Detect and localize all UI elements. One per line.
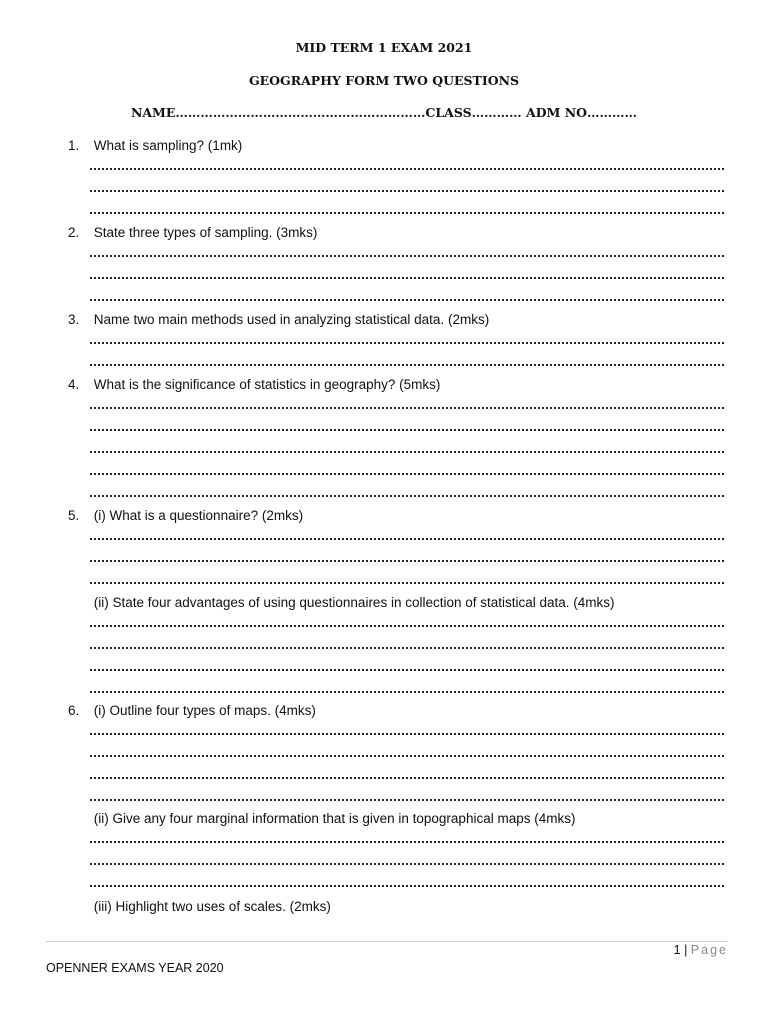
question-text: State three types of sampling. (3mks) <box>93 225 318 240</box>
page-number: 1 <box>673 943 681 957</box>
answer-line <box>90 299 724 301</box>
answer-line <box>90 625 724 627</box>
question-5-i <box>68 508 303 523</box>
question-text: What is sampling? (1mk) <box>93 138 243 153</box>
exam-title: MID TERM 1 EXAM 2021 <box>295 40 473 55</box>
question-text: (ii) Give any four marginal information that is given in topographical maps (4mks) <box>93 811 576 826</box>
question-number: 2. <box>68 225 80 240</box>
student-details-line: NAME……………………………………………………CLASS………… ADM NO………… <box>130 105 638 120</box>
answer-line <box>90 841 724 843</box>
question-text: (iii) Highlight two uses of scales. (2mks) <box>93 899 331 914</box>
question-text: (i) What is a questionnaire? (2mks) <box>93 508 304 523</box>
question-4 <box>68 377 440 392</box>
answer-line <box>90 733 724 735</box>
answer-line <box>90 429 724 431</box>
answer-line <box>90 582 724 584</box>
question-number: 4. <box>68 377 80 392</box>
answer-line <box>90 473 724 475</box>
answer-line <box>90 342 724 344</box>
question-number: 1. <box>68 138 80 153</box>
answer-line <box>90 799 724 801</box>
answer-line <box>90 755 724 757</box>
answer-line <box>90 885 724 887</box>
question-1 <box>68 138 242 153</box>
answer-line <box>90 560 724 562</box>
question-number: 3. <box>68 312 80 327</box>
answer-line <box>90 538 724 540</box>
exam-subtitle: GEOGRAPHY FORM TWO QUESTIONS <box>248 73 520 88</box>
question-number: 6. <box>68 703 80 718</box>
answer-line <box>90 647 724 649</box>
footer-text: OPENNER EXAMS YEAR 2020 <box>46 961 224 975</box>
answer-line <box>90 255 724 257</box>
answer-line <box>90 407 724 409</box>
answer-line <box>90 364 724 366</box>
answer-line <box>90 277 724 279</box>
question-6-ii <box>68 811 575 826</box>
answer-line <box>90 669 724 671</box>
question-3 <box>68 312 489 327</box>
question-text: Name two main methods used in analyzing statistical data. (2mks) <box>93 312 490 327</box>
answer-line <box>90 863 724 865</box>
footer-divider <box>46 941 728 942</box>
answer-line <box>90 168 724 170</box>
page-word: Page <box>690 943 728 957</box>
question-5-ii <box>68 595 615 610</box>
question-text: (ii) State four advantages of using questionnaires in collection of statistical data. (4mks) <box>93 595 615 610</box>
question-6-i <box>68 703 316 718</box>
answer-line <box>90 190 724 192</box>
question-text: (i) Outline four types of maps. (4mks) <box>93 703 316 718</box>
question-text: What is the significance of statistics in geography? (5mks) <box>93 377 441 392</box>
answer-line <box>90 212 724 214</box>
answer-line <box>90 495 724 497</box>
question-2 <box>68 225 317 240</box>
answer-line <box>90 451 724 453</box>
page-indicator <box>674 943 728 957</box>
question-number: 5. <box>68 508 80 523</box>
question-6-iii <box>68 899 331 914</box>
answer-line <box>90 777 724 779</box>
answer-line <box>90 691 724 693</box>
page-separator: | <box>680 943 691 957</box>
